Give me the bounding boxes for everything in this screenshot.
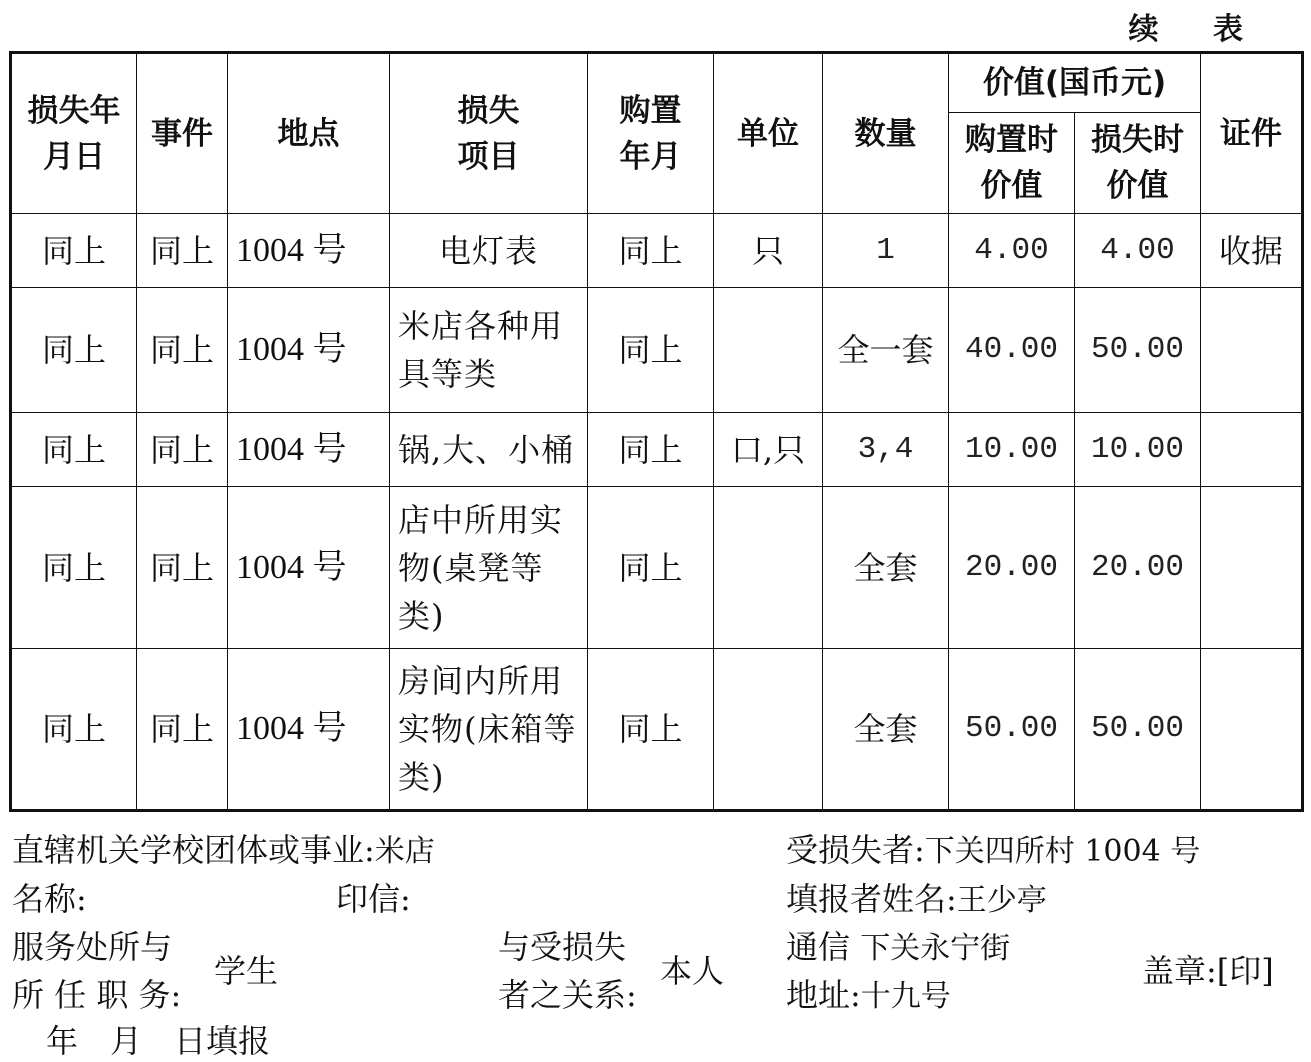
cell-event: 同上 bbox=[137, 413, 228, 487]
cell-item: 房间内所用实物(床箱等类) bbox=[390, 649, 588, 811]
cell-event: 同上 bbox=[137, 288, 228, 413]
cell-quantity: 1 bbox=[823, 214, 949, 288]
cell-item: 米店各种用具等类 bbox=[390, 288, 588, 413]
stamp-label: 盖章:[印] bbox=[1142, 952, 1274, 990]
name-label: 名称: bbox=[12, 880, 87, 918]
loss-report-table bbox=[9, 51, 1304, 812]
header-value-at-loss: 损失时价值 bbox=[1075, 113, 1201, 214]
cell-purchase-date: 同上 bbox=[588, 649, 714, 811]
header-value-group: 价值(国币元) bbox=[949, 53, 1201, 113]
date-line: 年 月 日填报 bbox=[46, 1022, 271, 1060]
address-label-line2: 地址: bbox=[786, 976, 861, 1014]
victim-line bbox=[786, 825, 1200, 871]
cell-loss-date: 同上 bbox=[11, 487, 137, 649]
cell-value-at-loss: 50.00 bbox=[1075, 288, 1201, 413]
cell-value-at-loss: 50.00 bbox=[1075, 649, 1201, 811]
address-value-line1: 下关永宁街 bbox=[860, 931, 1011, 966]
reporter-label: 填报者姓名: bbox=[786, 880, 957, 918]
service-label-line1: 服务处所与 bbox=[12, 928, 173, 966]
reporter-line bbox=[786, 874, 1047, 920]
relation-value: 本人 bbox=[660, 952, 725, 990]
cell-value-at-loss: 20.00 bbox=[1075, 487, 1201, 649]
header-loss-date: 损失年月日 bbox=[11, 53, 137, 214]
cell-item: 锅,大、小桶 bbox=[390, 413, 588, 487]
relation-label-line2: 者之关系: bbox=[498, 976, 637, 1014]
victim-value: 下关四所村 1004 号 bbox=[924, 834, 1201, 869]
header-event: 事件 bbox=[137, 53, 228, 214]
cell-purchase-date: 同上 bbox=[588, 413, 714, 487]
cell-unit: 只 bbox=[714, 214, 823, 288]
cell-certificate bbox=[1201, 288, 1303, 413]
table-row bbox=[11, 413, 1303, 487]
seal-label: 印信: bbox=[336, 880, 411, 918]
cell-event: 同上 bbox=[137, 214, 228, 288]
cell-certificate: 收据 bbox=[1201, 214, 1303, 288]
cell-unit bbox=[714, 288, 823, 413]
cell-purchase-date: 同上 bbox=[588, 214, 714, 288]
header-item: 损失项目 bbox=[390, 53, 588, 214]
cell-quantity: 全套 bbox=[823, 649, 949, 811]
cell-item: 店中所用实物(桌凳等类) bbox=[390, 487, 588, 649]
service-label-line2: 所 任 职 务: bbox=[12, 976, 182, 1014]
cell-value-at-purchase: 40.00 bbox=[949, 288, 1075, 413]
cell-location: 1004 号 bbox=[228, 487, 390, 649]
cell-purchase-date: 同上 bbox=[588, 288, 714, 413]
header-quantity: 数量 bbox=[823, 53, 949, 214]
table-row bbox=[11, 649, 1303, 811]
cell-certificate bbox=[1201, 413, 1303, 487]
cell-certificate bbox=[1201, 487, 1303, 649]
cell-loss-date: 同上 bbox=[11, 214, 137, 288]
cell-location: 1004 号 bbox=[228, 649, 390, 811]
header-unit: 单位 bbox=[714, 53, 823, 214]
table-row bbox=[11, 487, 1303, 649]
header-location: 地点 bbox=[228, 53, 390, 214]
cell-value-at-purchase: 20.00 bbox=[949, 487, 1075, 649]
cell-value-at-purchase: 10.00 bbox=[949, 413, 1075, 487]
table-row bbox=[11, 214, 1303, 288]
cell-loss-date: 同上 bbox=[11, 413, 137, 487]
cell-value-at-loss: 10.00 bbox=[1075, 413, 1201, 487]
relation-label-line1: 与受损失 bbox=[498, 928, 627, 966]
header-value-at-purchase: 购置时价值 bbox=[949, 113, 1075, 214]
reporter-value: 王少亭 bbox=[956, 883, 1047, 918]
org-line bbox=[12, 825, 435, 871]
service-value: 学生 bbox=[214, 952, 279, 990]
cell-quantity: 全一套 bbox=[823, 288, 949, 413]
address-label-line1: 通信 bbox=[786, 928, 851, 966]
address-line1 bbox=[786, 922, 1010, 968]
cell-purchase-date: 同上 bbox=[588, 487, 714, 649]
victim-label: 受损失者: bbox=[786, 831, 925, 869]
cell-event: 同上 bbox=[137, 649, 228, 811]
cell-certificate bbox=[1201, 649, 1303, 811]
cell-unit: 口,只 bbox=[714, 413, 823, 487]
continuation-label: 续 表 bbox=[1128, 12, 1265, 47]
org-label: 直辖机关学校团体或事业: bbox=[12, 831, 375, 869]
address-value-line2: 十九号 bbox=[860, 979, 951, 1014]
cell-unit bbox=[714, 649, 823, 811]
cell-location: 1004 号 bbox=[228, 413, 390, 487]
cell-loss-date: 同上 bbox=[11, 288, 137, 413]
cell-location: 1004 号 bbox=[228, 288, 390, 413]
cell-location: 1004 号 bbox=[228, 214, 390, 288]
address-line2 bbox=[786, 970, 951, 1016]
org-value: 米店 bbox=[374, 834, 435, 869]
header-certificate: 证件 bbox=[1201, 53, 1303, 214]
table-row bbox=[11, 288, 1303, 413]
header-purchase-date: 购置年月 bbox=[588, 53, 714, 214]
cell-quantity: 3,4 bbox=[823, 413, 949, 487]
cell-value-at-purchase: 50.00 bbox=[949, 649, 1075, 811]
cell-item: 电灯表 bbox=[390, 214, 588, 288]
cell-value-at-purchase: 4.00 bbox=[949, 214, 1075, 288]
cell-value-at-loss: 4.00 bbox=[1075, 214, 1201, 288]
cell-quantity: 全套 bbox=[823, 487, 949, 649]
cell-unit bbox=[714, 487, 823, 649]
cell-event: 同上 bbox=[137, 487, 228, 649]
cell-loss-date: 同上 bbox=[11, 649, 137, 811]
